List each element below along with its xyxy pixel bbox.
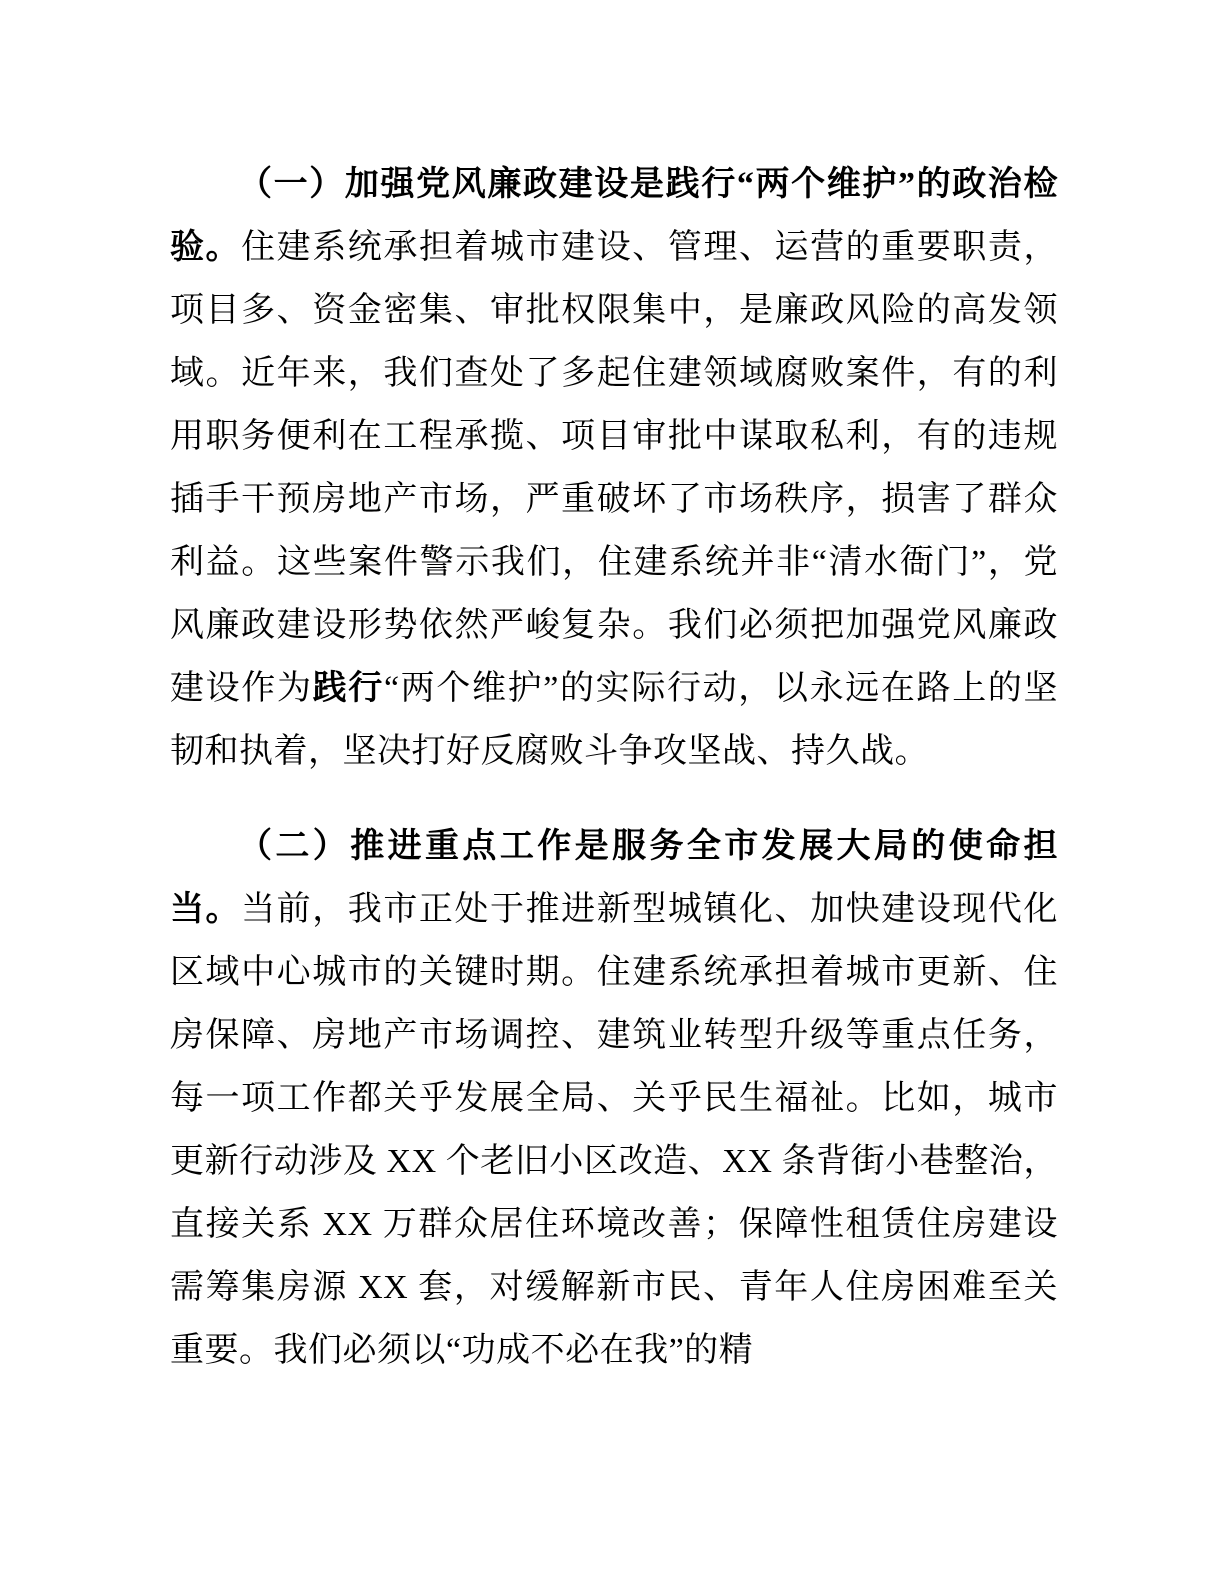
text-run: “两个维护”的实际行动，以永远在路上的坚韧和执着，坚决打好反腐败斗争攻坚战、持久战。 <box>170 670 1059 770</box>
text-run: 住建系统承担着城市建设、管理、运营的重要职责，项目多、资金密集、审批权限集中，是廉政风险的高发领域。近年来，我们查处了多起住建领域腐败案件，有的利用职务便利在工程承揽、项目审批中谋取私利，有的违规插手干预房地产市场，严重破坏了市场秩序，损害了群众利益。这些案件警示我们，住建系统并非“清水衙门”，党风廉政建设形势依然严峻复杂。我们必须把加强党风廉政建设作为 <box>170 229 1058 707</box>
text-run: 当前，我市正处于推进新型城镇化、加快建设现代化区域中心城市的关键时期。住建系统承担着城市更新、住房保障、房地产市场调控、建筑业转型升级等重点任务，每一项工作都关乎发展全局、关乎民生福祉。比如，城市更新行动涉及 XX 个老旧小区改造、XX 条背街小巷整治，直接关系 XX 万群众居住环境改善；保障性租赁住房建设需筹集房源 XX 套，对缓解新市民、青年人住房困难至关重要。我们必须以“功成不必在我”的精 <box>170 891 1058 1369</box>
paragraph <box>170 153 1058 783</box>
heading-run: 践行 <box>312 670 384 707</box>
document-body <box>170 153 1058 1382</box>
heading-run: （二）推进重点工作是服务全市发展大局的使命担当。 <box>170 828 1058 928</box>
heading-run: （一）加强党风廉政建设是践行“两个维护”的政治检验。 <box>170 166 1058 266</box>
paragraph <box>170 815 1058 1382</box>
